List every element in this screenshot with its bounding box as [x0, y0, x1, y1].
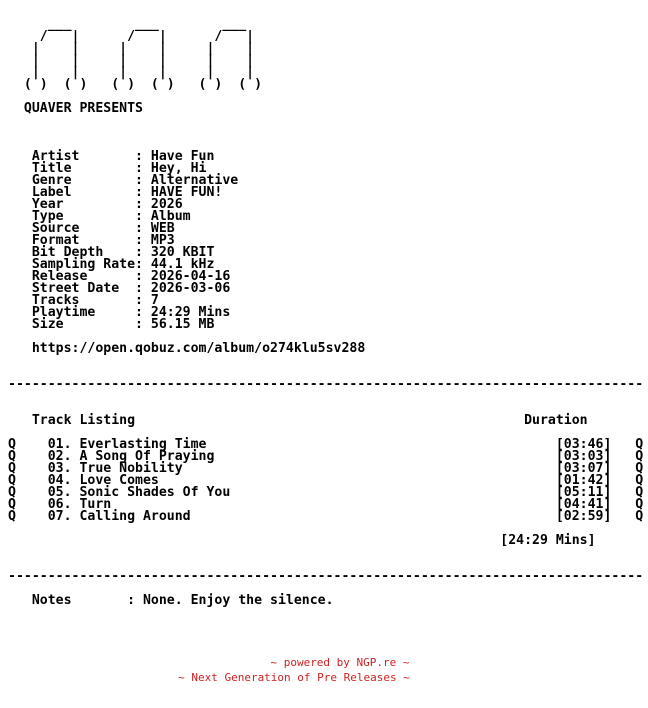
footer-tagline: ~ Next Generation of Pre Releases ~ [178, 671, 410, 684]
nfo-line: [24:29 Mins] [8, 533, 596, 548]
nfo-line: Q 02. A Song Of Praying [03:03] Q [8, 449, 644, 464]
nfo-line: | | | | | | [8, 53, 255, 68]
nfo-line: | | | | | | [8, 41, 255, 56]
nfo-line: Notes : None. Enjoy the silence. [8, 593, 334, 608]
nfo-line: | | | | | | [8, 65, 255, 80]
nfo-line: QUAVER PRESENTS [8, 101, 143, 116]
nfo-line: ( ) ( ) ( ) ( ) ( ) ( ) [8, 77, 263, 92]
nfo-line: ___ ___ ___ [8, 17, 247, 32]
nfo-line: -------------------------------------------------------------------------------- [8, 377, 644, 392]
nfo-line: Format : MP3 [8, 233, 175, 248]
nfo-line: Q 01. Everlasting Time [03:46] Q [8, 437, 644, 452]
nfo-line[interactable]: https://open.qobuz.com/album/o274klu5sv288 [8, 341, 366, 356]
nfo-line: Street Date : 2026-03-06 [8, 281, 231, 296]
nfo-line: Type : Album [8, 209, 191, 224]
footer-powered-by: ~ powered by NGP.re ~ [270, 656, 410, 669]
nfo-line: Q 04. Love Comes [01:42] Q [8, 473, 644, 488]
nfo-line: / | / | / | [8, 29, 255, 44]
nfo-line: Source : WEB [8, 221, 175, 236]
nfo-line: Title : Hey, Hi [8, 161, 207, 176]
nfo-line: Year : 2026 [8, 197, 183, 212]
nfo-line: Size : 56.15 MB [8, 317, 215, 332]
nfo-line: Playtime : 24:29 Mins [8, 305, 231, 320]
nfo-line: Bit Depth : 320 KBIT [8, 245, 215, 260]
nfo-line: Q 07. Calling Around [02:59] Q [8, 509, 644, 524]
nfo-line: Artist : Have Fun [8, 149, 215, 164]
nfo-line: Release : 2026-04-16 [8, 269, 231, 284]
nfo-line: Track Listing Duration [8, 413, 588, 428]
nfo-line: Sampling Rate: 44.1 kHz [8, 257, 215, 272]
nfo-line: Tracks : 7 [8, 293, 159, 308]
nfo-line: Q 05. Sonic Shades Of You [05:11] Q [8, 485, 644, 500]
nfo-line: Q 06. Turn [04:41] Q [8, 497, 644, 512]
nfo-line: Genre : Alternative [8, 173, 239, 188]
nfo-text-block [8, 7, 643, 607]
nfo-line: Label : HAVE FUN! [8, 185, 223, 200]
nfo-line: -------------------------------------------------------------------------------- [8, 569, 644, 584]
nfo-line: Q 03. True Nobility [03:07] Q [8, 461, 644, 476]
